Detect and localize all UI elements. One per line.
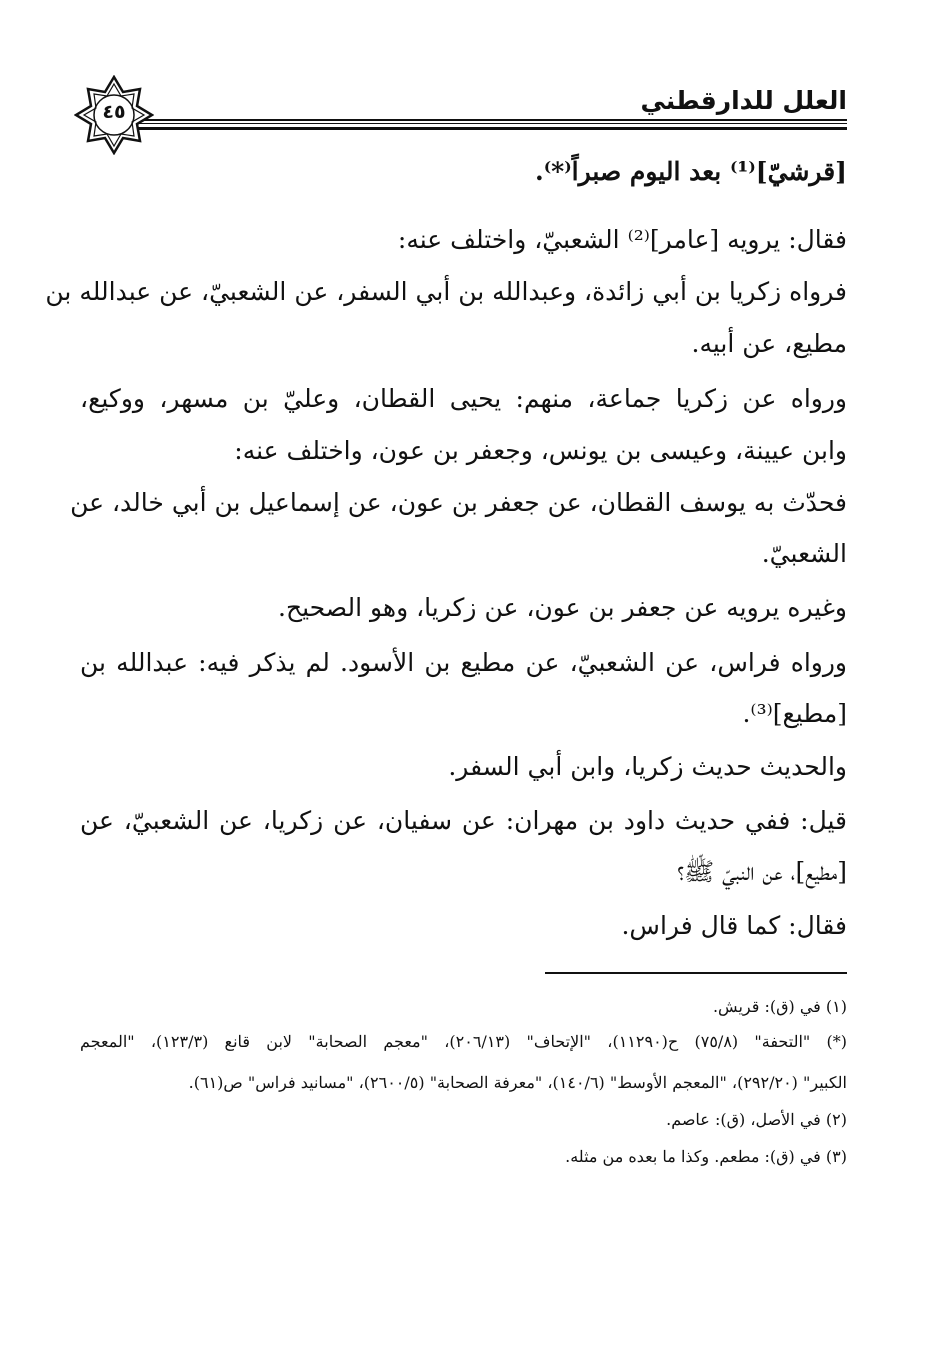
text-line: وغيره يرويه عن جعفر بن عون، عن زكريا، وهو الصحيح.	[278, 593, 847, 622]
text-line: فرواه زكريا بن أبي زائدة، وعبدالله بن أبي السفر، عن الشعبيّ، عن عبدالله بن	[45, 277, 847, 306]
text-line: فقال: يرويه [عامر]⁽²⁾ الشعبيّ، واختلف عنه:	[397, 225, 847, 254]
page-number: ٤٥	[102, 101, 126, 123]
text-line: الشعبيّ.	[761, 539, 847, 568]
footnote: (١) في (ق): قريش.	[712, 997, 847, 1016]
text-line: ورواه عن زكريا جماعة، منهم: يحيى القطان، وعليّ بن مسهر، ووكيع،	[80, 384, 847, 413]
footnote: الكبير" (٢٩٢/٢٠)، "المعجم الأوسط" (١٤٠/٦)، "معرفة الصحابة" (٢٦٠٠/٥)، "مسانيد فراس" ص(٦١).	[188, 1073, 847, 1092]
text-line: والحديث حديث زكريا، وابن أبي السفر.	[448, 752, 847, 781]
footnote-separator	[545, 972, 847, 974]
text-line: [مطيع]، عن النبيّ ﷺ؟	[677, 857, 847, 886]
footnote: (٢) في الأصل، (ق): عاصم.	[666, 1110, 847, 1129]
footnote: (٣) في (ق): مطعم. وكذا ما بعده من مثله.	[565, 1147, 847, 1166]
text-line: مطيع، عن أبيه.	[691, 329, 847, 358]
text-line: ورواه فراس، عن الشعبيّ، عن مطيع بن الأسود. لم يذكر فيه: عبدالله بن	[80, 648, 847, 677]
running-header-title: العلل للدارقطني	[640, 86, 847, 115]
header-rule	[138, 123, 847, 124]
text-line: فقال: كما قال فراس.	[621, 911, 847, 940]
text-line: وابن عيينة، وعيسى بن يونس، وجعفر بن عون، واختلف عنه:	[234, 436, 847, 465]
header-rule	[138, 127, 847, 130]
text-line: [قرشيّ]⁽¹⁾ بعد اليوم صبراً⁽*⁾.	[535, 157, 847, 186]
footnote: (*) "التحفة" (٧٥/٨) ح(١١٢٩٠)، "الإتحاف" (٢٠٦/١٣)، "معجم الصحابة" لابن قانع (١٢٣/٣)، "المعجم	[80, 1032, 848, 1051]
header-rule	[138, 119, 847, 121]
text-line: فحدّث به يوسف القطان، عن جعفر بن عون، عن إسماعيل بن أبي خالد، عن	[70, 488, 847, 517]
text-line: [مطيع]⁽³⁾.	[742, 699, 847, 728]
text-line: قيل: ففي حديث داود بن مهران: عن سفيان، عن زكريا، عن الشعبيّ، عن	[80, 806, 847, 835]
